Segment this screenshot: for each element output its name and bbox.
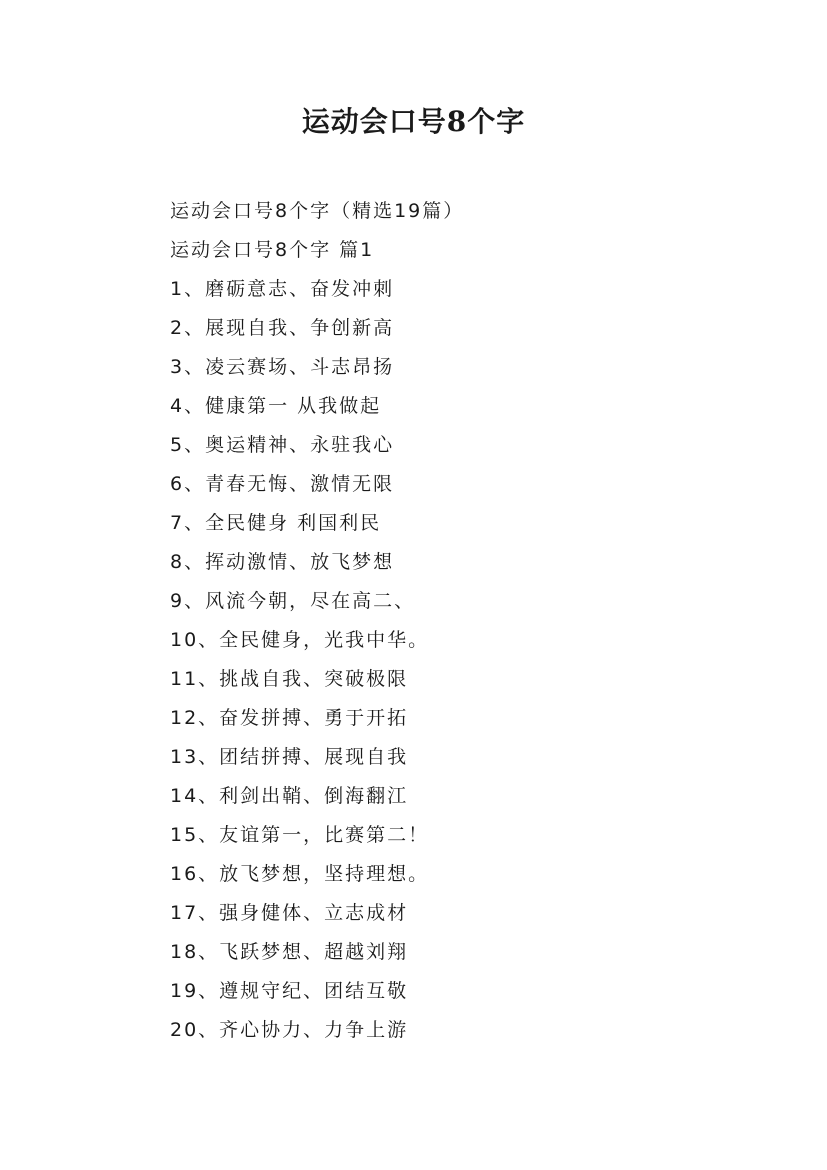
slogan-item: 4、健康第一 从我做起 bbox=[170, 395, 382, 417]
slogan-item: 8、挥动激情、放飞梦想 bbox=[170, 551, 395, 573]
slogan-item: 13、团结拼搏、展现自我 bbox=[170, 746, 409, 768]
document-title: 运动会口号8个字 bbox=[301, 105, 526, 138]
slogan-item: 5、奥运精神、永驻我心 bbox=[170, 434, 395, 456]
slogan-item: 9、风流今朝，尽在高二、 bbox=[170, 590, 416, 612]
slogan-item: 6、青春无悔、激情无限 bbox=[170, 473, 395, 495]
slogan-item: 15、友谊第一，比赛第二！ bbox=[170, 824, 430, 846]
section-heading: 运动会口号8个字 篇1 bbox=[170, 239, 375, 261]
slogan-item: 18、飞跃梦想、超越刘翔 bbox=[170, 941, 409, 963]
slogan-item: 17、强身健体、立志成材 bbox=[170, 902, 409, 924]
slogan-item: 10、全民健身，光我中华。 bbox=[170, 629, 430, 651]
slogan-item: 14、利剑出鞘、倒海翻江 bbox=[170, 785, 409, 807]
slogan-item: 20、齐心协力、力争上游 bbox=[170, 1019, 409, 1041]
slogan-item: 3、凌云赛场、斗志昂扬 bbox=[170, 356, 395, 378]
slogan-item: 1、磨砺意志、奋发冲刺 bbox=[170, 278, 395, 300]
slogan-item: 11、挑战自我、突破极限 bbox=[170, 668, 409, 690]
slogan-item: 12、奋发拼搏、勇于开拓 bbox=[170, 707, 409, 729]
slogan-item: 2、展现自我、争创新高 bbox=[170, 317, 395, 339]
document-subtitle: 运动会口号8个字（精选19篇） bbox=[170, 200, 465, 222]
slogan-item: 19、遵规守纪、团结互敬 bbox=[170, 980, 409, 1002]
slogan-item: 16、放飞梦想，坚持理想。 bbox=[170, 863, 430, 885]
slogan-item: 7、全民健身 利国利民 bbox=[170, 512, 382, 534]
document-body bbox=[170, 192, 770, 1050]
